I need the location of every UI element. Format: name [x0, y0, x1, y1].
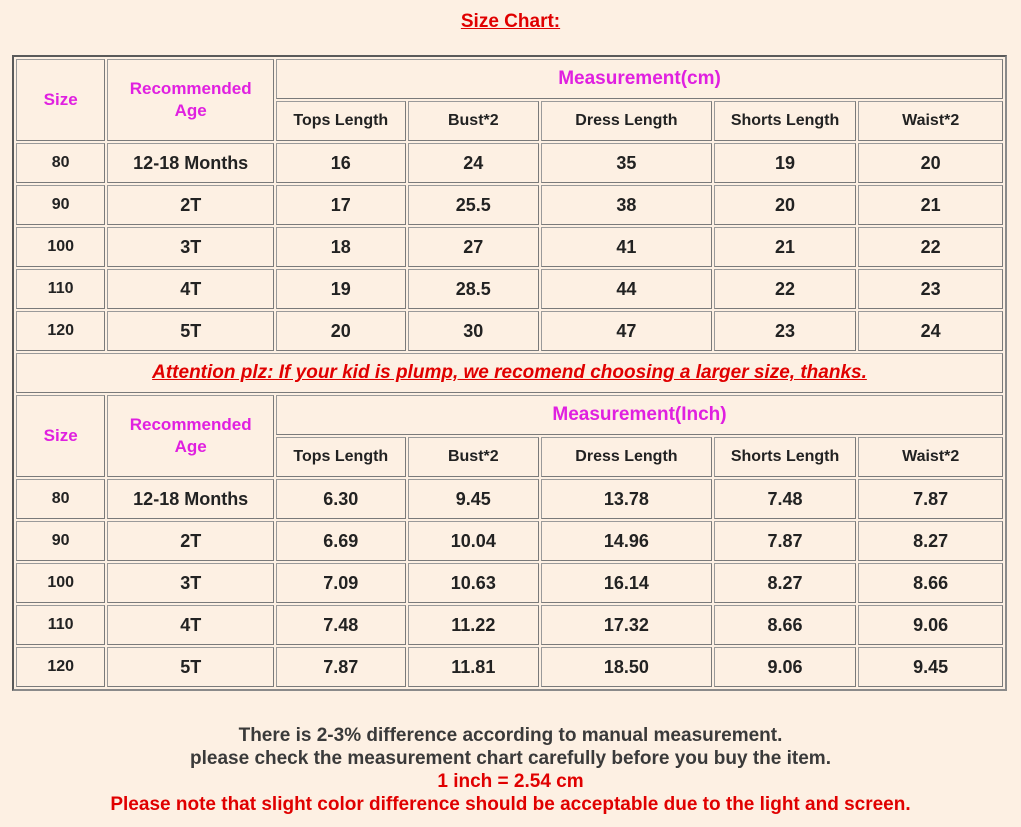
value-cell: 47: [541, 311, 712, 351]
age-cell: 4T: [107, 605, 274, 645]
size-chart-body: [16, 59, 1003, 687]
value-cell: 17: [276, 185, 406, 225]
value-cell: 25.5: [408, 185, 540, 225]
value-cell: 7.09: [276, 563, 406, 603]
value-cell: 7.48: [276, 605, 406, 645]
recommended-age-header: [107, 59, 274, 141]
column-header: Waist*2: [858, 437, 1003, 477]
column-header: Dress Length: [541, 101, 712, 141]
column-header: Shorts Length: [714, 437, 857, 477]
table-row: [16, 521, 1003, 561]
value-cell: 16.14: [541, 563, 712, 603]
age-cell: 3T: [107, 227, 274, 267]
note-check-chart: please check the measurement chart carefully before you buy the item.: [190, 748, 831, 769]
size-cell: 90: [16, 185, 105, 225]
age-cell: 2T: [107, 521, 274, 561]
attention-row: [16, 353, 1003, 393]
table-row: [16, 227, 1003, 267]
size-cell: 90: [16, 521, 105, 561]
column-header: Tops Length: [276, 101, 406, 141]
value-cell: 23: [714, 311, 857, 351]
value-cell: 44: [541, 269, 712, 309]
value-cell: 20: [276, 311, 406, 351]
size-chart-table: [12, 55, 1007, 691]
value-cell: 8.66: [858, 563, 1003, 603]
column-header: Waist*2: [858, 101, 1003, 141]
size-cell: 120: [16, 311, 105, 351]
attention-note: Attention plz: If your kid is plump, we recomend choosing a larger size, thanks.: [16, 353, 1003, 393]
size-cell: 100: [16, 563, 105, 603]
value-cell: 24: [408, 143, 540, 183]
value-cell: 9.45: [408, 479, 540, 519]
inch-measurement-header: Measurement(Inch): [276, 395, 1003, 435]
value-cell: 41: [541, 227, 712, 267]
value-cell: 8.27: [858, 521, 1003, 561]
value-cell: 10.63: [408, 563, 540, 603]
cm-header-row: [16, 59, 1003, 99]
age-cell: 5T: [107, 311, 274, 351]
size-cell: 110: [16, 269, 105, 309]
value-cell: 20: [714, 185, 857, 225]
recommended-age-header: [107, 395, 274, 477]
value-cell: 35: [541, 143, 712, 183]
value-cell: 11.22: [408, 605, 540, 645]
table-row: [16, 185, 1003, 225]
value-cell: 21: [714, 227, 857, 267]
age-cell: 2T: [107, 185, 274, 225]
value-cell: 9.06: [858, 605, 1003, 645]
value-cell: 14.96: [541, 521, 712, 561]
table-row: [16, 311, 1003, 351]
size-header: Size: [16, 395, 105, 477]
value-cell: 22: [714, 269, 857, 309]
value-cell: 17.32: [541, 605, 712, 645]
column-header: Dress Length: [541, 437, 712, 477]
column-header: Shorts Length: [714, 101, 857, 141]
age-cell: 5T: [107, 647, 274, 687]
note-color-difference: Please note that slight color difference should be acceptable due to the light and screen.: [110, 794, 911, 815]
table-row: [16, 647, 1003, 687]
note-measurement-difference: There is 2-3% difference according to manual measurement.: [238, 725, 783, 746]
value-cell: 24: [858, 311, 1003, 351]
value-cell: 7.48: [714, 479, 857, 519]
table-row: [16, 563, 1003, 603]
size-header: Size: [16, 59, 105, 141]
value-cell: 7.87: [858, 479, 1003, 519]
note-inch-conversion: 1 inch = 2.54 cm: [437, 771, 584, 792]
size-cell: 100: [16, 227, 105, 267]
value-cell: 28.5: [408, 269, 540, 309]
value-cell: 38: [541, 185, 712, 225]
value-cell: 7.87: [276, 647, 406, 687]
value-cell: 13.78: [541, 479, 712, 519]
value-cell: 19: [714, 143, 857, 183]
table-row: [16, 269, 1003, 309]
notes-block: [0, 724, 1021, 816]
value-cell: 8.66: [714, 605, 857, 645]
table-row: [16, 143, 1003, 183]
value-cell: 9.45: [858, 647, 1003, 687]
page-title: Size Chart:: [460, 11, 561, 32]
value-cell: 19: [276, 269, 406, 309]
value-cell: 18.50: [541, 647, 712, 687]
age-header-line1: Recommended: [129, 79, 252, 98]
table-row: [16, 479, 1003, 519]
size-cell: 80: [16, 479, 105, 519]
value-cell: 23: [858, 269, 1003, 309]
value-cell: 9.06: [714, 647, 857, 687]
table-row: [16, 605, 1003, 645]
column-header: Bust*2: [408, 437, 540, 477]
value-cell: 22: [858, 227, 1003, 267]
age-header-line2: Age: [174, 101, 207, 120]
value-cell: 6.30: [276, 479, 406, 519]
value-cell: 11.81: [408, 647, 540, 687]
age-header-line1: Recommended: [129, 415, 252, 434]
age-cell: 12-18 Months: [107, 143, 274, 183]
age-cell: 12-18 Months: [107, 479, 274, 519]
value-cell: 7.87: [714, 521, 857, 561]
value-cell: 6.69: [276, 521, 406, 561]
value-cell: 16: [276, 143, 406, 183]
value-cell: 30: [408, 311, 540, 351]
value-cell: 18: [276, 227, 406, 267]
value-cell: 21: [858, 185, 1003, 225]
cm-measurement-header: Measurement(cm): [276, 59, 1003, 99]
age-header-line2: Age: [174, 437, 207, 456]
column-header: Tops Length: [276, 437, 406, 477]
size-cell: 110: [16, 605, 105, 645]
value-cell: 10.04: [408, 521, 540, 561]
value-cell: 27: [408, 227, 540, 267]
value-cell: 8.27: [714, 563, 857, 603]
size-cell: 80: [16, 143, 105, 183]
size-cell: 120: [16, 647, 105, 687]
column-header: Bust*2: [408, 101, 540, 141]
inch-header-row: [16, 395, 1003, 435]
age-cell: 3T: [107, 563, 274, 603]
value-cell: 20: [858, 143, 1003, 183]
age-cell: 4T: [107, 269, 274, 309]
